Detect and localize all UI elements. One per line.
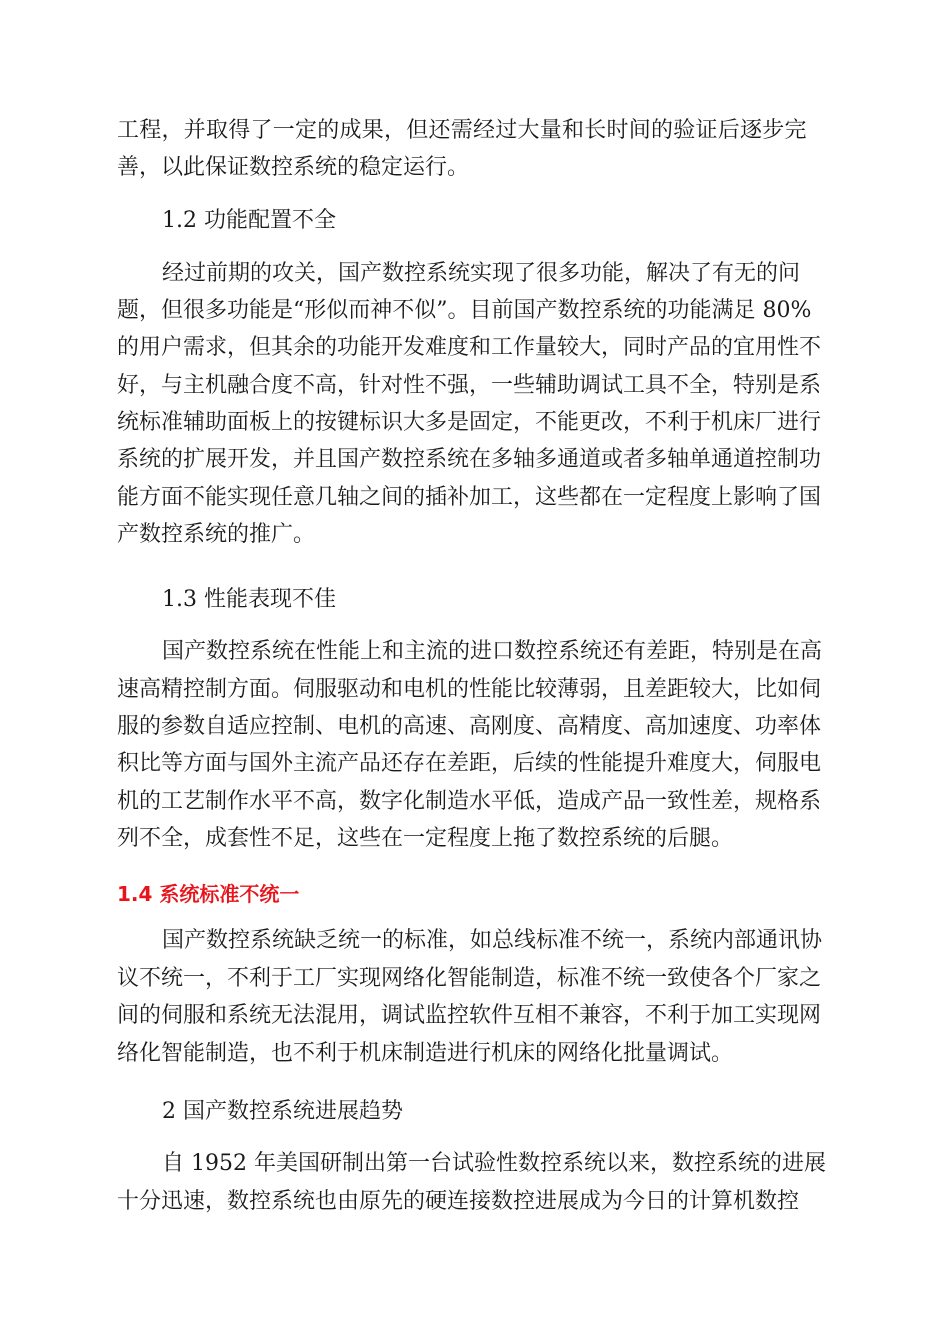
paragraph-line: 经过前期的攻关，国产数控系统实现了很多功能，解决了有无的问 xyxy=(162,261,801,286)
paragraph-line: 服的参数自适应控制、电机的高速、高刚度、高精度、高加速度、功率体 xyxy=(117,714,822,739)
paragraph-line: 统标准辅助面板上的按键标识大多是固定，不能更改，不利于机床厂进行 xyxy=(117,410,822,435)
section-heading-1-4: 1.4 系统标准不统一 xyxy=(117,882,300,906)
paragraph-line: 好，与主机融合度不高，针对性不强，一些辅助调试工具不全，特别是系 xyxy=(117,373,822,398)
paragraph-line: 议不统一，不利于工厂实现网络化智能制造，标准不统一致使各个厂家之 xyxy=(117,966,822,991)
paragraph-line: 工程，并取得了一定的成果，但还需经过大量和长时间的验证后逐步完 xyxy=(117,118,807,143)
paragraph-line: 国产数控系统缺乏统一的标准，如总线标准不统一，系统内部通讯协 xyxy=(162,928,823,953)
paragraph-line: 列不全，成套性不足，这些在一定程度上拖了数控系统的后腿。 xyxy=(117,826,734,851)
paragraph-line: 络化智能制造，也不利于机床制造进行机床的网络化批量调试。 xyxy=(117,1041,734,1066)
paragraph-line: 积比等方面与国外主流产品还存在差距，后续的性能提升难度大，伺服电 xyxy=(117,751,822,776)
paragraph-line: 的用户需求，但其余的功能开发难度和工作量较大，同时产品的宜用性不 xyxy=(117,335,822,360)
section-heading-2: 2 国产数控系统进展趋势 xyxy=(162,1099,403,1124)
paragraph-line: 产数控系统的推广。 xyxy=(117,522,316,547)
paragraph-line: 国产数控系统在性能上和主流的进口数控系统还有差距，特别是在高 xyxy=(162,639,823,664)
paragraph-line: 能方面不能实现任意几轴之间的插补加工，这些都在一定程度上影响了国 xyxy=(117,485,822,510)
paragraph-line: 速高精控制方面。伺服驱动和电机的性能比较薄弱，且差距较大，比如伺 xyxy=(117,677,822,702)
paragraph-line: 间的伺服和系统无法混用，调试监控软件互相不兼容，不利于加工实现网 xyxy=(117,1003,822,1028)
paragraph-line: 十分迅速，数控系统也由原先的硬连接数控进展成为今日的计算机数控 xyxy=(117,1189,800,1214)
paragraph-line: 自 1952 年美国研制出第一台试验性数控系统以来，数控系统的进展 xyxy=(162,1151,826,1176)
section-heading-1-2: 1.2 功能配置不全 xyxy=(162,208,336,233)
paragraph-line: 系统的扩展开发，并且国产数控系统在多轴多通道或者多轴单通道控制功 xyxy=(117,447,822,472)
section-heading-1-3: 1.3 性能表现不佳 xyxy=(162,587,336,612)
paragraph-line: 机的工艺制作水平不高，数字化制造水平低，造成产品一致性差，规格系 xyxy=(117,789,822,814)
paragraph-line: 善，以此保证数控系统的稳定运行。 xyxy=(117,155,470,180)
paragraph-line: 题，但很多功能是“形似而神不似”。目前国产数控系统的功能满足 80% xyxy=(117,298,812,323)
